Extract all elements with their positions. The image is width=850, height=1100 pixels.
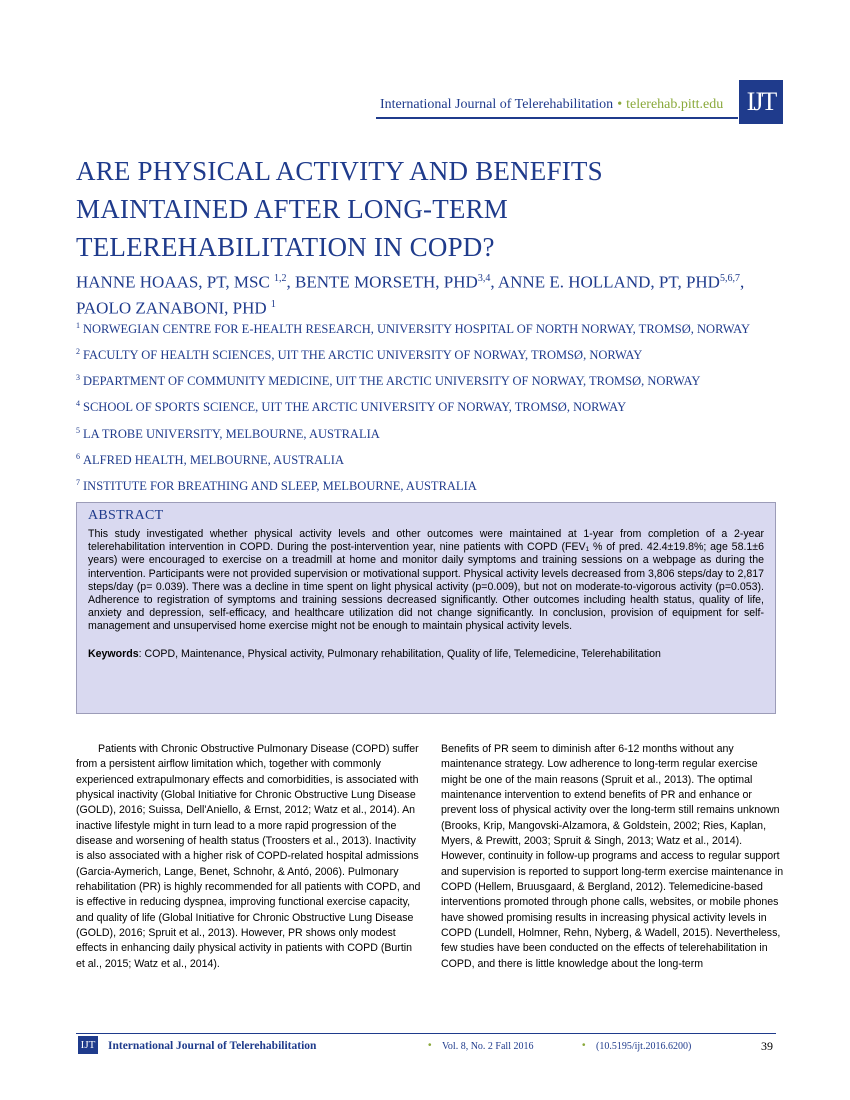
author-name: HANNE HOAAS, PT, MSC (76, 272, 275, 292)
body-column-left (76, 742, 421, 972)
article-title: ARE PHYSICAL ACTIVITY AND BENEFITS MAINTAINED AFTER LONG-TERM TELEREHABILITATION IN COPD? (76, 156, 603, 262)
header-separator: • (617, 97, 623, 112)
body-paragraph: Patients with Chronic Obstructive Pulmonary Disease (COPD) suffer from a persistent airflow limitation which, together with commonly experienced extrapulmonary effects and comorbidities, is associated with physical inactivity (Global Initiative for Chronic Obstructive Lung Disease (GOLD), 2016; Suissa, Dell'Aniello, & Ernst, 2012; Watz et al., 2014). An inactive lifestyle might in turn lead to a more rapid progression of the disease and worsening of health status (Troosters et al., 2013). Inactivity is also associated with a higher risk of COPD-related hospital admissions (Garcia-Aymerich, Lange, Benet, Schnohr, & Antó, 2006). Pulmonary rehabilitation (PR) is highly recommended for all patients with COPD, and is effective in reducing dyspnea, improving functional exercise capacity, and quality of life (Global Initiative for Chronic Obstructive Lung Disease (GOLD), 2016; Spruit et al., 2013). However, PR shows only modest effects in enhancing daily physical activity in patients with COPD (Burtin et al., 2015; Watz et al., 2014). (76, 743, 421, 970)
author-name: PAOLO ZANABONI, PHD (76, 298, 271, 318)
footer-logo: IJT (78, 1036, 98, 1054)
footer-separator: • (582, 1040, 586, 1051)
footer-rule (76, 1033, 776, 1034)
affiliation-item: $^7$ INSTITUTE FOR BREATHING AND SLEEP, MELBOURNE, AUSTRALIA (76, 477, 477, 494)
author-name: BENTE MORSETH, PHD (295, 272, 478, 292)
journal-header (380, 97, 723, 113)
body-column-right (441, 742, 786, 972)
footer-journal-name: International Journal of Telerehabilitation (108, 1040, 317, 1052)
footer-doi: (10.5195/ijt.2016.6200) (596, 1041, 692, 1052)
header-rule (376, 117, 738, 119)
keywords (88, 648, 764, 661)
footer-separator: • (428, 1040, 432, 1051)
abstract-text: This study investigated whether physical activity levels and other outcomes were maintained at 1-year from completion of a 2-year telerehabilitation intervention in COPD. During the post-intervention year, nine patients with COPD (FEV₁ % of pred. 42.4±19.8%; age 58.1±6 years) were encouraged to exercise on a treadmill at home and monitor daily symptoms and training sessions on a webpage as during the intervention. Participants were not provided supervision or motivational support. Physical activity levels decreased from 3,806 steps/day to 2,817 steps/day (p= 0.039). There was a decline in time spent on light physical activity (p=0.009), but not on moderate-to-vigorous activity (p=0.053). Adherence to registration of symptoms and training sessions decreased significantly. Other outcomes including health status, quality of life, anxiety and depression, self-efficacy, and healthcare utilization did not change significantly. In conclusion, provision of equipment for self-management and unsupervised home exercise might not be enough to maintain physical activity levels. (88, 528, 764, 633)
keywords-label: Keywords (88, 647, 139, 660)
journal-url[interactable]: telerehab.pitt.edu (626, 97, 724, 112)
affiliation-item: $^5$ LA TROBE UNIVERSITY, MELBOURNE, AUSTRALIA (76, 425, 380, 441)
body-paragraph: Benefits of PR seem to diminish after 6-12 months without any maintenance strategy. Low adherence to long-term regular exercise might be one of the main reasons (Spruit et al., 2013). The optimal maintenance intervention to extend benefits of PR and enhance or prevent loss of physical activity over the long-term still remains unknown (Brooks, Krip, Mangovski-Alzamora, & Goldstein, 2002; Ries, Kaplan, Myers, & Prewitt, 2003; Spruit & Singh, 2013; Watz et al., 2014). However, continuity in follow-up programs and access to regular support and supervision is reported to support long-term exercise maintenance in COPD (Hellem, Bruusgaard, & Bergland, 2012). Telemedicine-based interventions promoted through phone calls, websites, or mobile phones have showed promising results in increasing physical activity levels in COPD (Lundell, Holmner, Rehn, Nyberg, & Wadell, 2015). Nevertheless, few studies have been conducted on the effects of telerehabilitation in COPD, and there is little knowledge about the long-term (441, 743, 784, 970)
journal-name: International Journal of Telerehabilitation (380, 97, 614, 112)
author-affiliation-ref: 1,2 (274, 273, 287, 284)
keywords-list: : COPD, Maintenance, Physical activity, Pulmonary rehabilitation, Quality of life, Telemedicine, Telerehabilitation (138, 647, 661, 660)
author-list: HANNE HOAAS, PT, MSC $^{1,2}$, BENTE MORSETH, PHD$^{3,4}$, ANNE E. HOLLAND, PT, PHD$^{5,6,7}$, PAOLO ZANABONI, PHD $^1$ (76, 272, 745, 318)
author-name: ANNE E. HOLLAND, PT, PHD (497, 272, 720, 292)
affiliation-item: $^3$ DEPARTMENT OF COMMUNITY MEDICINE, UIT THE ARCTIC UNIVERSITY OF NORWAY, TROMSØ, NORWAY (76, 373, 701, 389)
author-affiliation-ref: 3,4 (477, 273, 491, 284)
affiliation-item: $^1$ NORWEGIAN CENTRE FOR E-HEALTH RESEARCH, UNIVERSITY HOSPITAL OF NORTH NORWAY, TROMSØ, NORWAY (76, 321, 751, 337)
affiliation-item: $^4$ SCHOOL OF SPORTS SCIENCE, UIT THE ARCTIC UNIVERSITY OF NORWAY, TROMSØ, NORWAY (76, 399, 627, 415)
footer-volume: Vol. 8, No. 2 Fall 2016 (442, 1041, 534, 1052)
abstract-box (76, 502, 776, 714)
affiliation-list (76, 317, 776, 500)
author-affiliation-ref: 5,6,7 (719, 273, 740, 284)
page-number: 39 (761, 1039, 773, 1053)
affiliation-item: $^2$ FACULTY OF HEALTH SCIENCES, UIT THE ARCTIC UNIVERSITY OF NORWAY, TROMSØ, NORWAY (76, 347, 643, 363)
abstract-heading: ABSTRACT (88, 508, 164, 523)
affiliation-item: $^6$ ALFRED HEALTH, MELBOURNE, AUSTRALIA (76, 451, 344, 467)
journal-logo: IJT (739, 80, 783, 124)
author-affiliation-ref: 1 (270, 298, 276, 310)
